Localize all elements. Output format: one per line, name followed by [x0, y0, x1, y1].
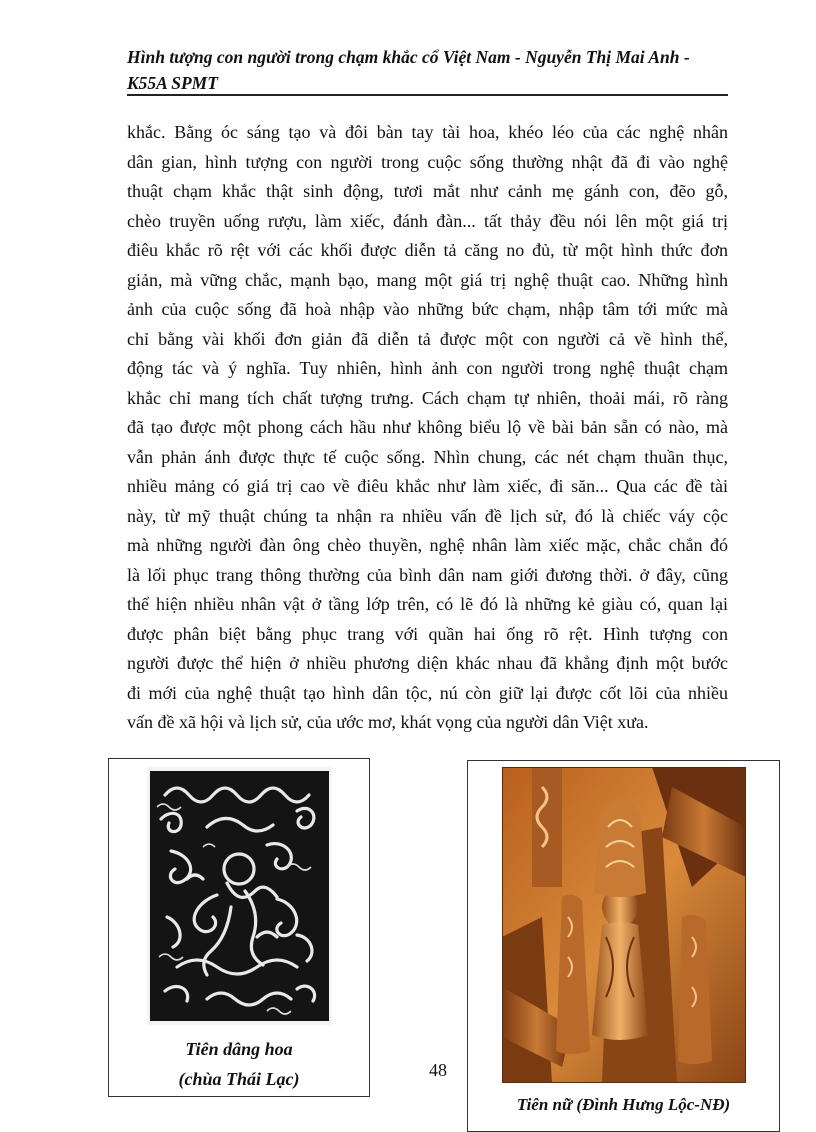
- header-divider: [127, 94, 728, 96]
- body-paragraph: [127, 118, 728, 738]
- body-line: là lối phục trang thông thường của bình dân nam giới đương thời. ở đây, cũng: [127, 564, 728, 585]
- page-number: 48: [429, 1060, 447, 1080]
- body-line: khắc. Bằng óc sáng tạo và đôi bàn tay tài hoa, khéo léo của các nghệ nhân: [127, 122, 728, 142]
- body-line: mà những người đàn ông chèo thuyền, nghệ nhân làm xiếc mặc, chắc chắn đó: [127, 535, 728, 555]
- body-line: chèo truyền uống rượu, làm xiếc, đánh đàn... tất thảy đều nói lên một giá trị: [127, 210, 728, 231]
- body-line: ảnh của cuộc sống đã hoà nhập vào những bức chạm, nhập tâm tới mức mà: [127, 299, 728, 319]
- body-line: vẫn phản ánh được thực tế cuộc sống. Nhìn chung, các nét chạm thuần thục,: [127, 446, 728, 467]
- body-line: khắc chỉ mang tích chất tượng trưng. Cách chạm tự nhiên, thoải mái, rõ ràng: [127, 387, 728, 408]
- body-line: thể hiện nhiều nhân vật ở tầng lớp trên, có lẽ đó là những kẻ giàu có, quan lại: [127, 594, 728, 614]
- body-line: đi mới của nghệ thuật tạo hình dân tộc, nú còn giữ lại được cốt lõi của nhiều: [127, 682, 728, 703]
- figure-right: [467, 760, 780, 1132]
- body-line: này, từ mỹ thuật chúng ta nhận ra nhiều vấn đề lịch sử, đó là chiếc váy cộc: [127, 505, 728, 526]
- body-line: điêu khắc rõ rệt với các khối được diễn tả căng no đủ, từ một hình thức đơn: [127, 240, 728, 260]
- body-line: thuật chạm khắc thật sinh động, tươi mắt như cảnh mẹ gánh con, đẽo gỗ,: [127, 181, 728, 201]
- body-line: nhiều mảng có giá trị cao về điêu khắc như làm xiếc, đi săn... Qua các đề tài: [127, 476, 728, 496]
- body-line: vấn đề xã hội và lịch sử, của ước mơ, khát vọng của người dân Việt xưa.: [127, 712, 649, 732]
- header-author-line: K55A SPMT: [127, 73, 218, 93]
- body-line: đã tạo được một phong cách hầu như không biểu lộ về bài bản sẵn có nào, mà: [127, 417, 728, 437]
- body-line: giản, mà vững chắc, mạnh bạo, mang một giá trị nghệ thuật cao. Những hình: [127, 269, 728, 290]
- figure-left: [108, 758, 370, 1097]
- body-line: người được thể hiện ở nhiều phương diện khác nhau đã khẳng định một bước: [127, 653, 728, 673]
- body-line: được phân biệt bằng phục trang với quần hai ống rõ rệt. Hình tượng con: [127, 623, 728, 644]
- body-line: động tác và ý nghĩa. Tuy nhiên, hình ảnh con người trong nghệ thuật chạm: [127, 358, 728, 378]
- figure-left-caption-source: (chùa Thái Lạc): [178, 1069, 300, 1089]
- figure-right-caption: Tiên nữ (Đình Hưng Lộc-NĐ): [516, 1095, 731, 1114]
- figure-left-caption-title: Tiên dâng hoa: [185, 1039, 293, 1059]
- carving-rubbing-image: [147, 767, 332, 1025]
- wood-carving-photo: [502, 767, 746, 1083]
- body-line: chỉ bằng vài khối đơn giản đã diễn tả được một con người cả về hình thể,: [127, 328, 728, 349]
- body-line: dân gian, hình tượng con người trong cuộc sống thường nhật đã đi vào nghệ: [127, 151, 728, 172]
- running-header: [127, 44, 727, 96]
- header-title-line: Hình tượng con người trong chạm khắc cổ Việt Nam - Nguyễn Thị Mai Anh -: [127, 47, 690, 67]
